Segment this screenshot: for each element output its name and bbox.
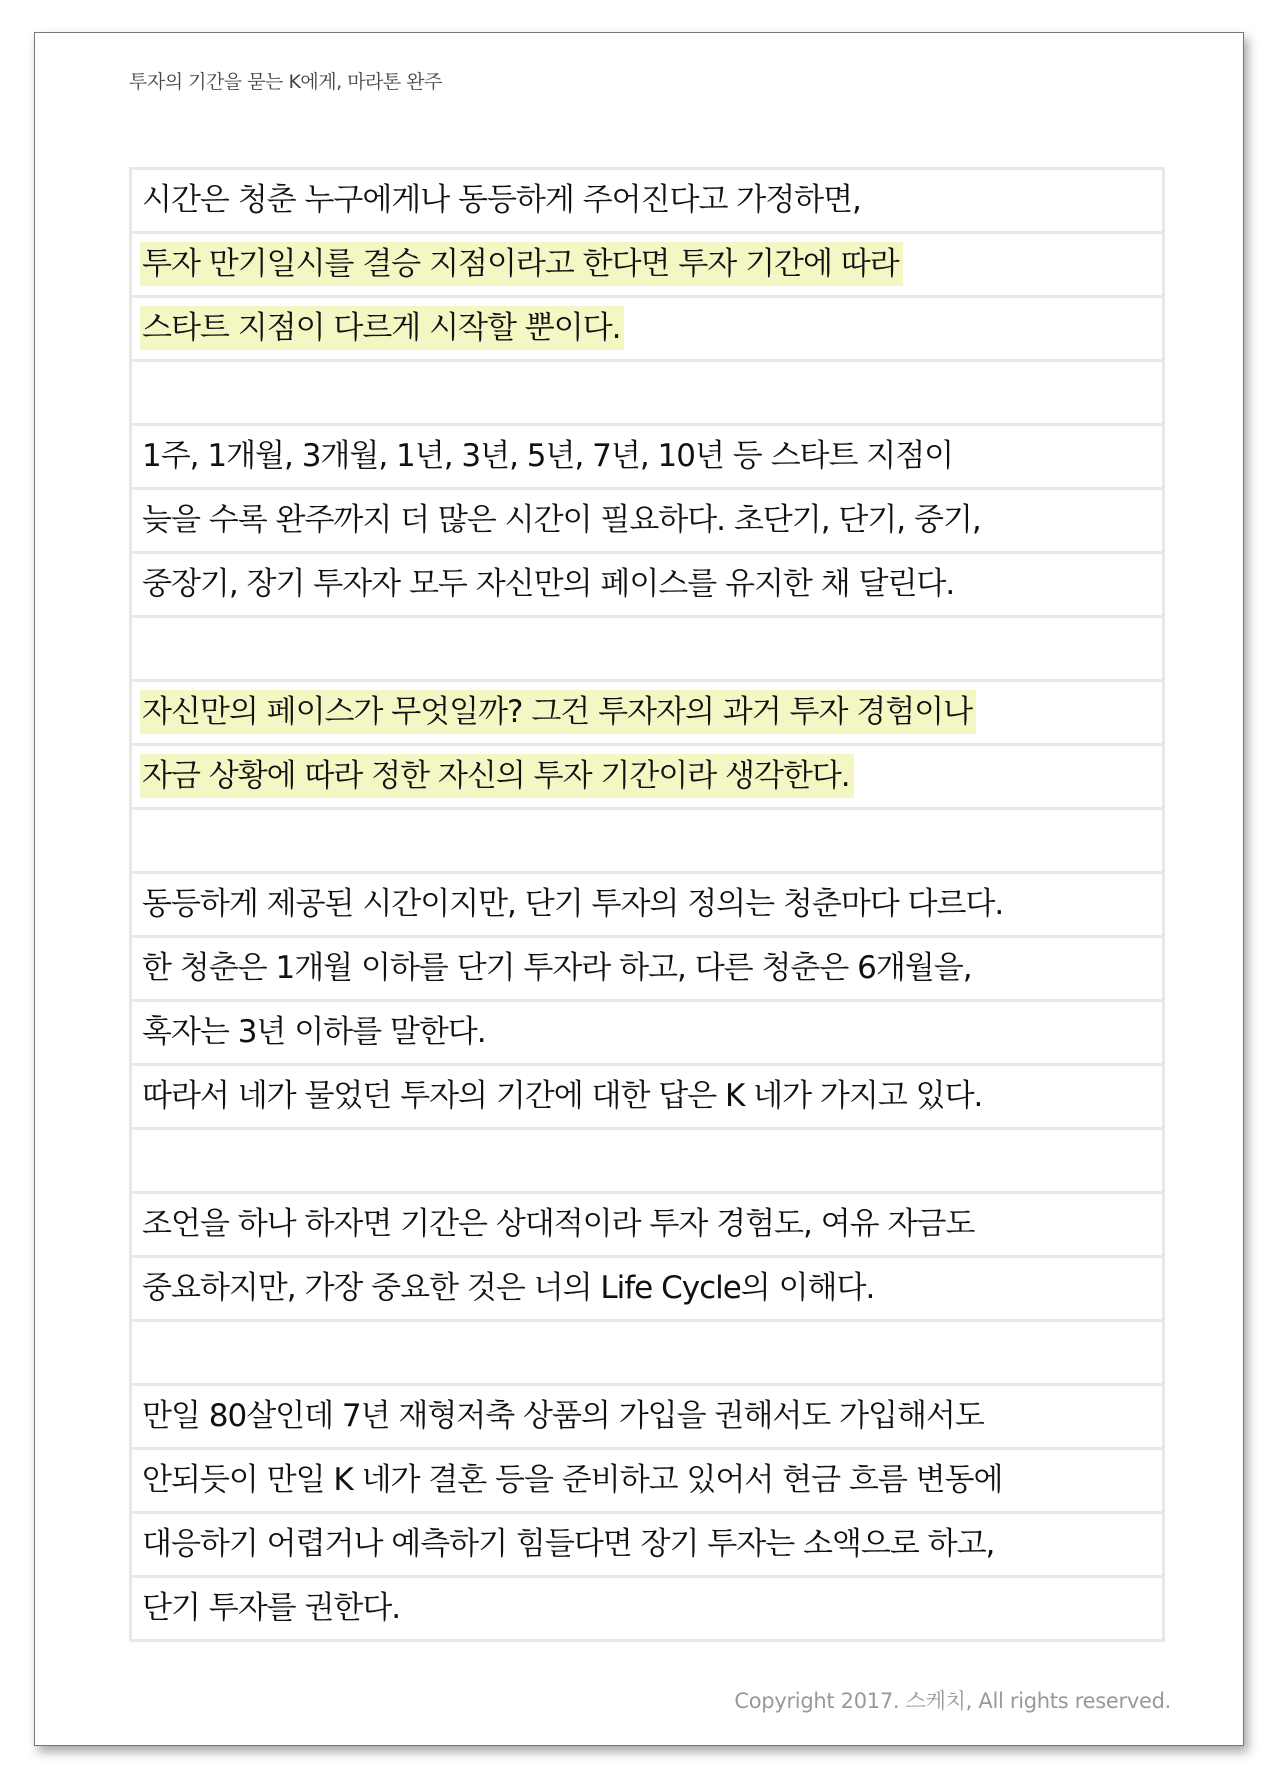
document-title: 투자의 기간을 묻는 K에게, 마라톤 완주: [129, 71, 443, 93]
line-text: 중장기, 장기 투자자 모두 자신만의 페이스를 유지한 채 달린다.: [142, 566, 955, 602]
blank-line: [132, 1130, 1162, 1194]
highlighted-line-text: 자금 상황에 따라 정한 자신의 투자 기간이라 생각한다.: [140, 754, 854, 798]
text-line: [132, 1578, 1162, 1642]
text-line: [132, 1194, 1162, 1258]
line-text: 조언을 하나 하자면 기간은 상대적이라 투자 경험도, 여유 자금도: [142, 1206, 975, 1242]
blank-line: [132, 618, 1162, 682]
text-line: [132, 426, 1162, 490]
text-line: [132, 746, 1162, 810]
line-text: 중요하지만, 가장 중요한 것은 너의 Life Cycle의 이해다.: [142, 1270, 875, 1306]
line-text: 대응하기 어렵거나 예측하기 힘들다면 장기 투자는 소액으로 하고,: [142, 1526, 995, 1562]
line-text: 따라서 네가 물었던 투자의 기간에 대한 답은 K 네가 가지고 있다.: [142, 1078, 983, 1114]
text-line: [132, 1002, 1162, 1066]
document-page: [34, 32, 1244, 1746]
lined-text-sheet: [129, 167, 1165, 1642]
text-line: [132, 1514, 1162, 1578]
text-line: [132, 682, 1162, 746]
text-line: [132, 554, 1162, 618]
blank-line: [132, 362, 1162, 426]
text-line: [132, 1386, 1162, 1450]
blank-line: [132, 1322, 1162, 1386]
line-text: 만일 80살인데 7년 재형저축 상품의 가입을 권해서도 가입해서도: [142, 1398, 984, 1434]
text-line: [132, 298, 1162, 362]
line-text: 혹자는 3년 이하를 말한다.: [142, 1014, 486, 1050]
line-text: 1주, 1개월, 3개월, 1년, 3년, 5년, 7년, 10년 등 스타트 지점이: [142, 438, 954, 474]
highlighted-line-text: 자신만의 페이스가 무엇일까? 그건 투자자의 과거 투자 경험이나: [140, 690, 976, 734]
text-line: [132, 170, 1162, 234]
text-line: [132, 234, 1162, 298]
line-text: 시간은 청춘 누구에게나 동등하게 주어진다고 가정하면,: [142, 182, 861, 218]
blank-line: [132, 810, 1162, 874]
highlighted-line-text: 스타트 지점이 다르게 시작할 뿐이다.: [140, 306, 624, 350]
text-line: [132, 490, 1162, 554]
line-text: 늦을 수록 완주까지 더 많은 시간이 필요하다. 초단기, 단기, 중기,: [142, 502, 981, 538]
copyright-notice: Copyright 2017. 스케치, All rights reserved.: [734, 1689, 1171, 1713]
line-text: 안되듯이 만일 K 네가 결혼 등을 준비하고 있어서 현금 흐름 변동에: [142, 1462, 1003, 1498]
text-line: [132, 1066, 1162, 1130]
line-text: 한 청춘은 1개월 이하를 단기 투자라 하고, 다른 청춘은 6개월을,: [142, 950, 972, 986]
line-text: 단기 투자를 권한다.: [142, 1590, 401, 1626]
text-line: [132, 874, 1162, 938]
text-line: [132, 1258, 1162, 1322]
line-text: 동등하게 제공된 시간이지만, 단기 투자의 정의는 청춘마다 다르다.: [142, 886, 1004, 922]
text-line: [132, 1450, 1162, 1514]
text-line: [132, 938, 1162, 1002]
highlighted-line-text: 투자 만기일시를 결승 지점이라고 한다면 투자 기간에 따라: [140, 242, 903, 286]
